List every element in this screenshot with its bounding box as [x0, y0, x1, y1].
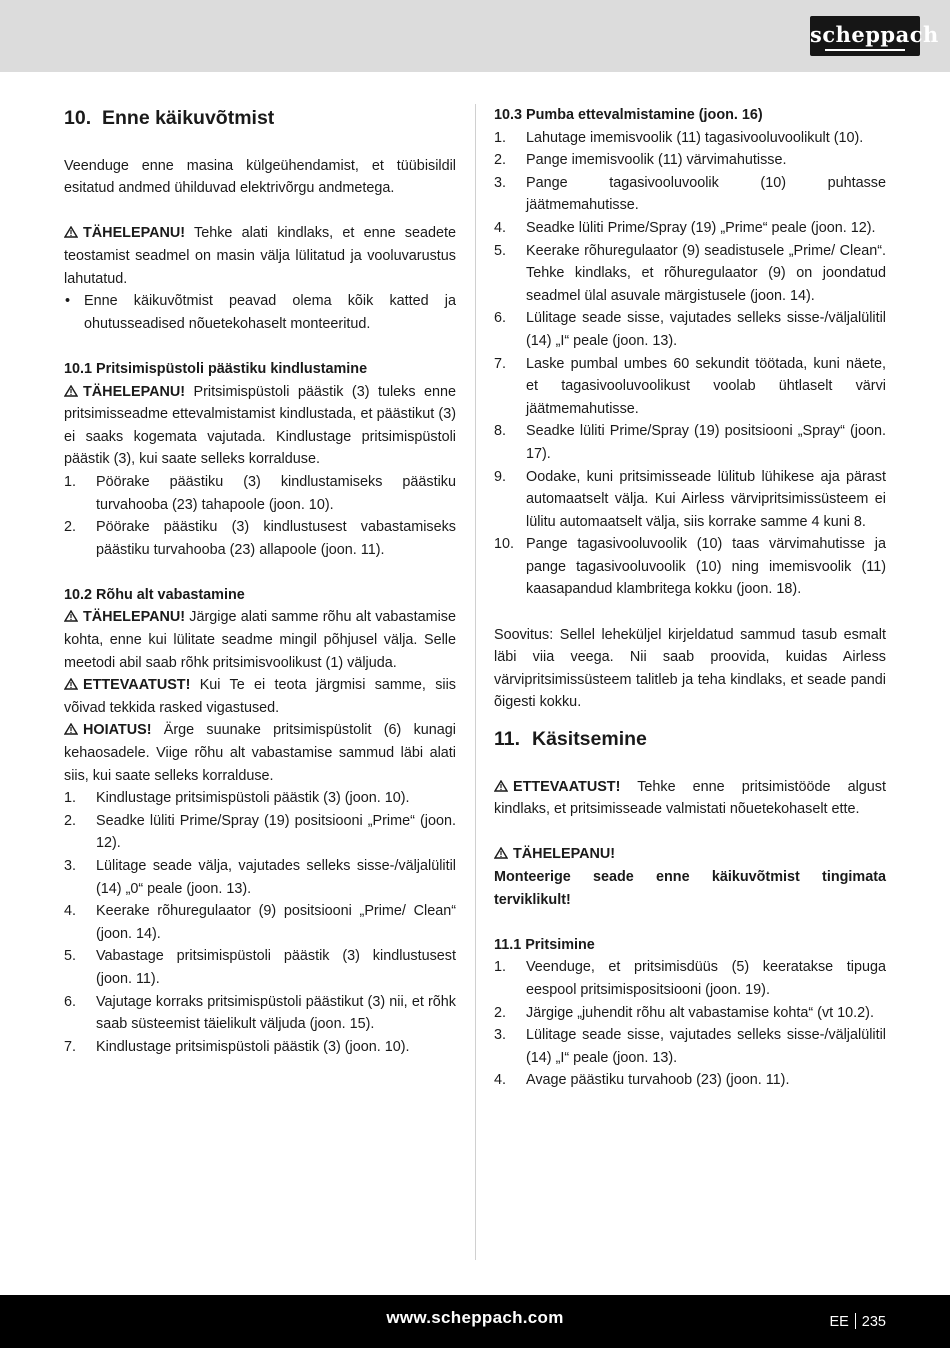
warning-label: TÄHELEPANU!: [83, 609, 186, 626]
list-item: 10. Pange tagasivooluvoolik (10) taas värvimahutisse ja pange tagasivooluvoolik (10) ning imemisvoolik (11) kaasapandud klambritega kokku (joon. 18).: [494, 536, 886, 598]
caution-paragraph: [494, 776, 886, 821]
page-indicator: [829, 1310, 886, 1330]
warning-label: TÄHELEPANU!: [83, 225, 186, 242]
list-item: 2. Järgige „juhendit rõhu alt vabastamise kohta“ (vt 10.2).: [494, 1004, 874, 1021]
brand-logo: [810, 16, 939, 56]
caution-text: Tehke enne pritsimistööde algust kindlaks, et pritsimisseade valmistati nõuetekohaselt ette.: [494, 778, 886, 818]
list-item: 4. Avage päästiku turvahoob (23) (joon. 11).: [494, 1072, 790, 1089]
list-item: 3. Lülitage seade välja, vajutades selleks sisse-/väljalülitil (14) „0“ peale (joon. 13).: [64, 858, 456, 897]
warning-triangle-icon: [64, 385, 78, 397]
list-item: 7. Kindlustage pritsimispüstoli päästik (3) (joon. 10).: [64, 1038, 410, 1055]
caution-paragraph: [64, 674, 456, 719]
section-10-1-heading: 10.1 Pritsimispüstoli päästiku kindlustamine: [64, 360, 368, 377]
warning-triangle-icon: [64, 226, 78, 238]
warning-triangle-icon: [494, 847, 508, 859]
list-item: 2. Pange imemisvoolik (11) värvimahutisse.: [494, 152, 787, 169]
caution-label: ETTEVAATUST!: [83, 677, 191, 694]
section-number: 11.: [494, 728, 521, 751]
warning-label: TÄHELEPANU!: [83, 383, 186, 400]
language-code: EE: [829, 1314, 849, 1330]
section-10-heading: [64, 104, 456, 132]
list-item: 3. Lülitage seade sisse, vajutades selleks sisse-/väljalülitil (14) „I“ peale (joon. 13).: [494, 1027, 886, 1066]
warning-text: Järgige alati samme rõhu alt vabastamise kohta, enne kui lülitate seadme mingil põhjusel välja. Selle meetodi abil saab rõhk pritsimisvoolikust (1) väljuda.: [64, 609, 456, 671]
list-item: 3. Pange tagasivooluvoolik (10) puhtasse jäätmemahutisse.: [494, 174, 886, 214]
list-item: 1. Pöörake päästiku (3) kindlustamiseks päästiku turvahooba (23) tahapoole (joon. 10).: [64, 473, 456, 513]
warning-triangle-icon: [64, 723, 78, 735]
steps-list-10-1: [64, 471, 456, 561]
section-10-3-heading: 10.3 Pumba ettevalmistamine (joon. 16): [494, 107, 763, 123]
warning-triangle-icon: [494, 780, 508, 792]
list-item: • Enne käikuvõtmist peavad olema kõik katted ja ohutusseadised nõuetekohaselt monteeritud.: [65, 293, 456, 332]
warning-paragraph: [494, 843, 886, 866]
section-title: Käsitsemine: [532, 728, 647, 751]
list-item: 4. Keerake rõhuregulaator (9) positsiooni „Prime/ Clean“ (joon. 14).: [64, 903, 456, 942]
intro-paragraph: Veenduge enne masina külgeühendamist, et tüübisildil esitatud andmed ühilduvad elektrivõrgu andmetega.: [64, 157, 456, 197]
list-item: 8. Seadke lüliti Prime/Spray (19) positsiooni „Spray“ (joon. 17).: [494, 423, 886, 462]
section-11-heading: [494, 725, 886, 753]
warning-triangle-icon: [64, 610, 78, 622]
danger-paragraph: [64, 719, 456, 787]
warning-text: Pritsimispüstoli päästik (3) tuleks enne pritsimisseadme ettevalmistamist kindlustada, et päästikut (3) ei saaks kogemata vajutada. Kindlustage pritsimispüstoli päästik (3), kui saate selleks korralduse.: [64, 383, 456, 468]
section-10-2-heading: 10.2 Rõhu alt vabastamine: [64, 586, 245, 603]
tip-paragraph: Soovitus: Sellel leheküljel kirjeldatud sammud tasub esmalt läbi viia veega. Nii saab proovida, kuidas Airless värvipritsimissüsteem talitleb ja teha kindlaks, et seade pandi õigesti kokku.: [494, 626, 886, 711]
column-divider: [475, 104, 476, 1260]
footer-bar: [0, 1295, 950, 1348]
bullet-text: Enne käikuvõtmist peavad olema kõik katted ja ohutusseadised nõuetekohaselt monteeritud.: [84, 293, 456, 332]
caution-label: ETTEVAATUST!: [513, 778, 621, 795]
steps-list-11-1: [494, 956, 886, 1092]
bullet-list: [64, 290, 456, 335]
list-item: 7. Laske pumbal umbes 60 sekundit töötada, kuni näete, et tagasivooluvoolikust voolab ühtlaselt värvi jäätmemahutisse.: [494, 355, 886, 417]
list-item: 1. Lahutage imemisvoolik (11) tagasivooluvoolikult (10).: [494, 129, 864, 146]
warning-text-bold: Monteerige seade enne käikuvõtmist tingimata terviklikult!: [494, 869, 886, 908]
list-item: 1. Veenduge, et pritsimisdüüs (5) keeratakse tipuga eespool pritsimispositsiooni (joon. 19).: [494, 959, 886, 998]
list-item: 4. Seadke lüliti Prime/Spray (19) „Prime“ peale (joon. 12).: [494, 219, 876, 236]
list-item: 2. Pöörake päästiku (3) kindlustusest vabastamiseks päästiku turvahooba (23) allapoole (joon. 11).: [64, 519, 456, 558]
header-band: [0, 0, 950, 72]
list-item: 9. Oodake, kuni pritsimisseade lülitub lühikese aja pärast automaatselt välja. Kui Airless värvipritsimissüsteem ei lülitu automaatselt välja, siis korrake samme 4 kuni 8.: [494, 468, 886, 530]
section-title: Enne käikuvõtmist: [102, 107, 275, 129]
warning-paragraph: [64, 222, 456, 290]
website-link[interactable]: www.scheppach.com: [386, 1308, 564, 1327]
list-item: 6. Vajutage korraks pritsimispüstoli päästikut (3) nii, et rõhk saab süsteemist täielikult väljuda (joon. 15).: [64, 993, 456, 1033]
list-item: 5. Keerake rõhuregulaator (9) seadistusele „Prime/ Clean“. Tehke kindlaks, et rõhuregulaator (9) on joondatud seadmel ülal asuvale märgistusele (joon. 14).: [494, 242, 886, 304]
left-column: [64, 104, 456, 1058]
page-separator: [855, 1313, 856, 1329]
caution-text: Kui Te ei teota järgmisi samme, siis võivad tekkida rasked vigastused.: [64, 677, 456, 716]
steps-list-10-2: [64, 787, 456, 1058]
warning-paragraph: [64, 381, 456, 471]
page-number: 235: [861, 1314, 886, 1330]
list-item: 6. Lülitage seade sisse, vajutades selleks sisse-/väljalülitil (14) „I“ peale (joon. 13).: [494, 310, 886, 349]
danger-label: HOIATUS!: [83, 722, 152, 739]
warning-paragraph: [64, 606, 456, 674]
section-11-1-heading: 11.1 Pritsimine: [494, 936, 595, 953]
warning-text: Tehke alati kindlaks, et enne seadete teostamist seadmel on masin välja lülitatud ja vooluvarustus lahutatud.: [64, 225, 456, 287]
warning-triangle-icon: [64, 678, 78, 690]
list-item: 5. Vabastage pritsimispüstoli päästik (3) kindlustusest (joon. 11).: [64, 948, 456, 987]
steps-list-10-3: [494, 127, 886, 601]
list-item: 2. Seadke lüliti Prime/Spray (19) positsiooni „Prime“ (joon. 12).: [64, 812, 456, 852]
list-item: 1. Kindlustage pritsimispüstoli päästik (3) (joon. 10).: [64, 790, 410, 807]
right-column: [494, 104, 886, 1092]
brand-logo-text: scheppach: [810, 22, 939, 47]
danger-text: Ärge suunake pritsimispüstolit (6) kunagi kehaosadele. Viige rõhu alt vabastamise sammud läbi alati siis, kui saate selleks korralduse.: [64, 722, 456, 784]
warning-label: TÄHELEPANU!: [513, 846, 616, 863]
brand-logo-underline: [825, 49, 905, 51]
section-number: 10.: [64, 107, 92, 129]
